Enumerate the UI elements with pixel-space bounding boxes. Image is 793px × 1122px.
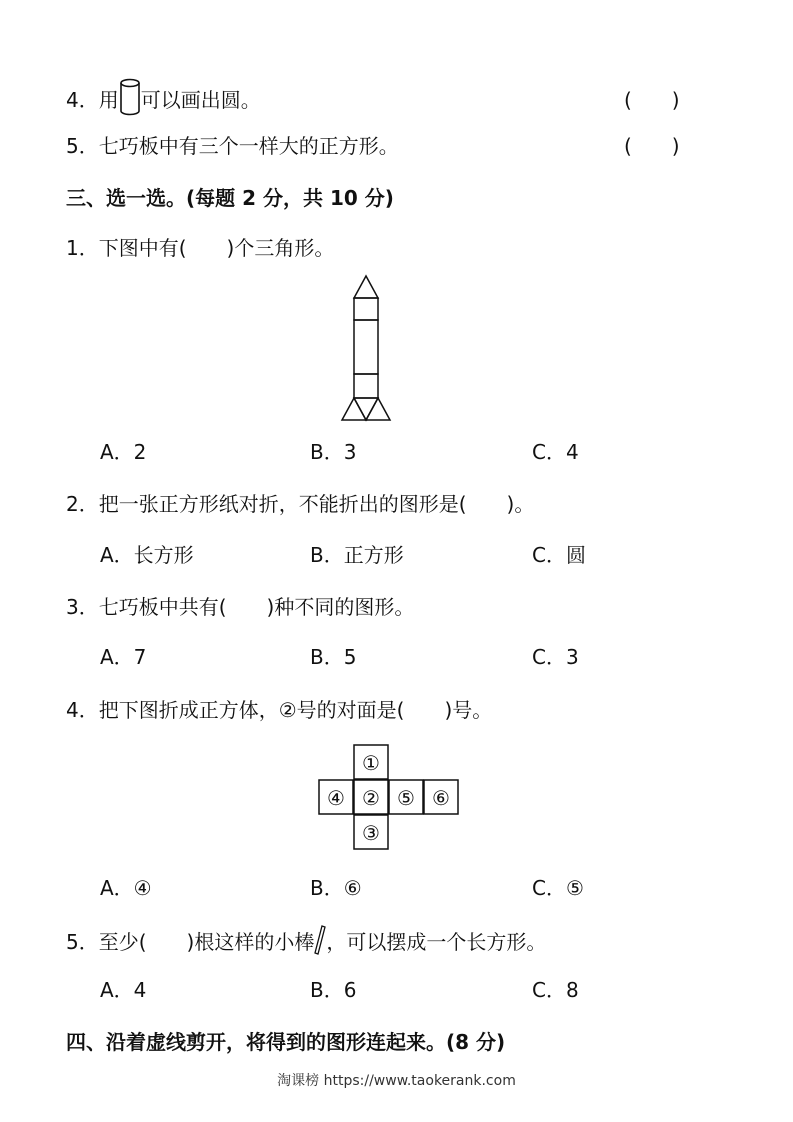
option-1b[interactable]: B．3: [310, 440, 357, 464]
question-text: 七巧板中共有( )种不同的图形。: [98, 595, 415, 619]
question-number: 5．: [66, 134, 99, 158]
question-number: 4．: [66, 698, 99, 722]
net-cell-2: ②: [362, 786, 380, 810]
question-text-pre: 用: [98, 88, 119, 112]
option-1a[interactable]: A．2: [100, 440, 147, 464]
choice-question-3: [66, 593, 414, 621]
net-cell-5: ⑤: [397, 786, 415, 810]
question-text: 把下图折成正方体，②号的对面是( )号。: [98, 698, 493, 722]
question-text-pre: 至少( )根这样的小棒: [98, 930, 315, 954]
judge-question-4: [66, 86, 261, 114]
option-2c[interactable]: C．圆: [532, 543, 586, 567]
question-text: 把一张正方形纸对折，不能折出的图形是( )。: [98, 492, 535, 516]
section-4-title: 四、沿着虚线剪开，将得到的图形连起来。(8 分): [66, 1030, 506, 1054]
stick-icon: [314, 925, 326, 955]
option-4c[interactable]: C．⑤: [532, 876, 584, 900]
option-1c[interactable]: C．4: [532, 440, 579, 464]
question-number: 3．: [66, 595, 99, 619]
rocket-figure: [338, 272, 394, 424]
option-4b[interactable]: B．⑥: [310, 876, 362, 900]
question-number: 5．: [66, 930, 99, 954]
question-text-post: 可以画出圆。: [140, 88, 261, 112]
option-5c[interactable]: C．8: [532, 978, 579, 1002]
option-2b[interactable]: B．正方形: [310, 543, 404, 567]
cylinder-icon: [119, 78, 141, 118]
answer-paren-judge-4[interactable]: ( ): [624, 88, 680, 112]
option-3a[interactable]: A．7: [100, 645, 147, 669]
choice-question-4: [66, 696, 492, 724]
choice-question-5: [66, 928, 546, 956]
option-5b[interactable]: B．6: [310, 978, 357, 1002]
net-cell-6: ⑥: [432, 786, 450, 810]
option-3c[interactable]: C．3: [532, 645, 579, 669]
net-cell-4: ④: [327, 786, 345, 810]
question-number: 1．: [66, 236, 99, 260]
option-5a[interactable]: A．4: [100, 978, 147, 1002]
question-text: 下图中有( )个三角形。: [98, 236, 335, 260]
question-number: 2．: [66, 492, 99, 516]
judge-question-5: [66, 132, 399, 160]
answer-paren-judge-5[interactable]: ( ): [624, 134, 680, 158]
net-cell-3: ③: [362, 821, 380, 845]
question-text: 七巧板中有三个一样大的正方形。: [98, 134, 399, 158]
cube-net-figure: [318, 744, 460, 852]
option-3b[interactable]: B．5: [310, 645, 357, 669]
option-4a[interactable]: A．④: [100, 876, 152, 900]
choice-question-2: [66, 490, 534, 518]
footer-watermark: 淘课榜 https://www.taokerank.com: [277, 1073, 516, 1089]
section-3-title: 三、选一选。(每题 2 分，共 10 分): [66, 186, 394, 210]
question-number: 4．: [66, 88, 99, 112]
net-cell-1: ①: [362, 751, 380, 775]
question-text-post: ，可以摆成一个长方形。: [326, 930, 547, 954]
choice-question-1: [66, 234, 334, 262]
option-2a[interactable]: A．长方形: [100, 543, 194, 567]
